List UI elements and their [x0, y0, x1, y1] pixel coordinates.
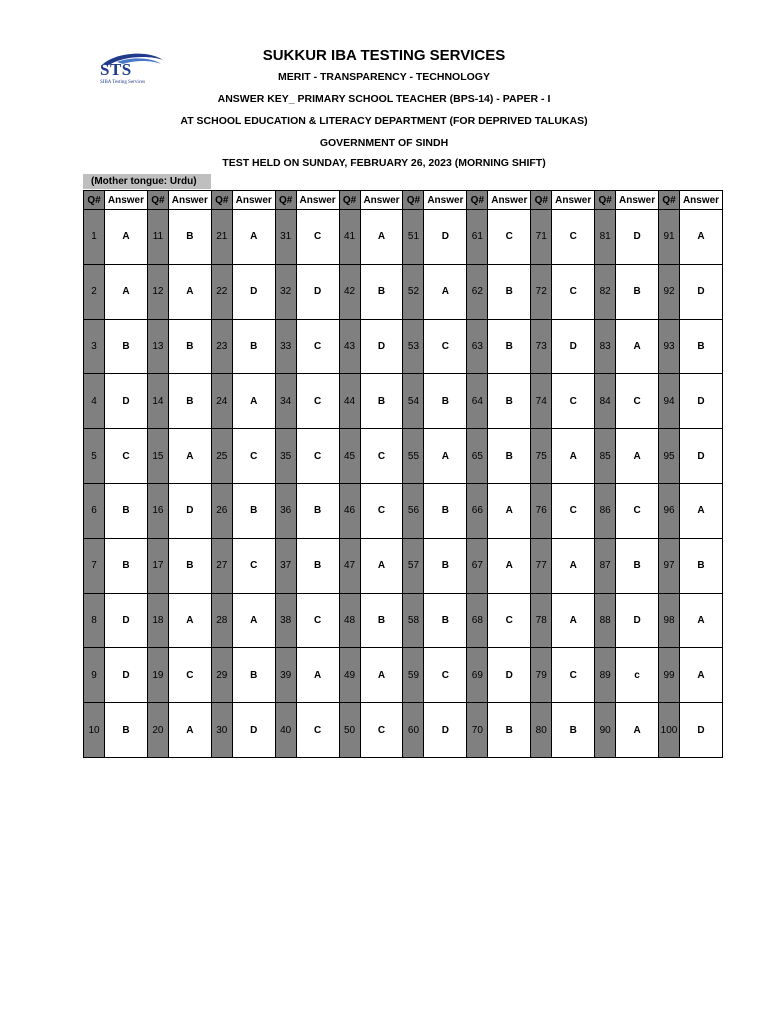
- question-number-cell: 86: [595, 483, 616, 538]
- answer-cell: A: [360, 210, 403, 265]
- question-number-cell: 19: [147, 648, 168, 703]
- question-number-cell: 27: [211, 538, 232, 593]
- table-row: [84, 210, 723, 265]
- question-number-cell: 8: [84, 593, 105, 648]
- answer-cell: A: [168, 703, 211, 758]
- answer-cell: B: [296, 483, 339, 538]
- question-number-cell: 100: [659, 703, 680, 758]
- answer-key-title: ANSWER KEY_ PRIMARY SCHOOL TEACHER (BPS-14) - PAPER - I: [217, 93, 551, 105]
- answer-cell: A: [616, 319, 659, 374]
- answer-cell: A: [360, 538, 403, 593]
- answer-cell: C: [424, 319, 467, 374]
- question-number-cell: 67: [467, 538, 488, 593]
- answer-cell: B: [105, 319, 148, 374]
- table-row: [84, 319, 723, 374]
- answer-cell: C: [552, 264, 595, 319]
- answer-cell: B: [424, 483, 467, 538]
- question-number-cell: 18: [147, 593, 168, 648]
- answer-cell: D: [488, 648, 531, 703]
- answer-cell: D: [616, 210, 659, 265]
- answer-cell: C: [105, 429, 148, 484]
- question-number-cell: 37: [275, 538, 296, 593]
- question-number-cell: 9: [84, 648, 105, 703]
- answer-cell: D: [168, 483, 211, 538]
- question-number-cell: 3: [84, 319, 105, 374]
- answer-cell: C: [360, 703, 403, 758]
- answer-cell: C: [616, 483, 659, 538]
- question-number-cell: 16: [147, 483, 168, 538]
- answer-cell: C: [296, 319, 339, 374]
- question-number-cell: 17: [147, 538, 168, 593]
- logo-subtext: SIBA Testing Services: [100, 80, 146, 85]
- table-row: [84, 429, 723, 484]
- question-number-cell: 4: [84, 374, 105, 429]
- test-date-line: TEST HELD ON SUNDAY, FEBRUARY 26, 2023 (MORNING SHIFT): [222, 157, 546, 169]
- question-number-cell: 60: [403, 703, 424, 758]
- answer-cell: B: [360, 374, 403, 429]
- answer-cell: A: [680, 648, 723, 703]
- question-number-cell: 72: [531, 264, 552, 319]
- question-number-cell: 66: [467, 483, 488, 538]
- answer-header: Answer: [424, 191, 467, 210]
- answer-cell: C: [296, 210, 339, 265]
- question-number-header: Q#: [84, 191, 105, 210]
- question-number-cell: 63: [467, 319, 488, 374]
- table-row: [84, 593, 723, 648]
- answer-cell: C: [296, 703, 339, 758]
- question-number-cell: 94: [659, 374, 680, 429]
- question-number-cell: 69: [467, 648, 488, 703]
- answer-cell: B: [232, 483, 275, 538]
- question-number-cell: 11: [147, 210, 168, 265]
- question-number-cell: 90: [595, 703, 616, 758]
- answer-cell: C: [232, 429, 275, 484]
- answer-cell: C: [552, 374, 595, 429]
- question-number-cell: 28: [211, 593, 232, 648]
- question-number-cell: 34: [275, 374, 296, 429]
- question-number-cell: 82: [595, 264, 616, 319]
- answer-cell: A: [680, 210, 723, 265]
- question-number-cell: 35: [275, 429, 296, 484]
- question-number-cell: 62: [467, 264, 488, 319]
- answer-cell: A: [168, 264, 211, 319]
- question-number-cell: 15: [147, 429, 168, 484]
- answer-cell: A: [232, 210, 275, 265]
- answer-cell: D: [680, 374, 723, 429]
- question-number-cell: 81: [595, 210, 616, 265]
- question-number-cell: 61: [467, 210, 488, 265]
- question-number-cell: 12: [147, 264, 168, 319]
- question-number-cell: 58: [403, 593, 424, 648]
- answer-cell: A: [168, 429, 211, 484]
- question-number-header: Q#: [467, 191, 488, 210]
- question-number-cell: 33: [275, 319, 296, 374]
- answer-header: Answer: [616, 191, 659, 210]
- answer-cell: B: [424, 374, 467, 429]
- question-number-cell: 54: [403, 374, 424, 429]
- question-number-cell: 6: [84, 483, 105, 538]
- question-number-cell: 20: [147, 703, 168, 758]
- question-number-cell: 14: [147, 374, 168, 429]
- answer-cell: B: [424, 538, 467, 593]
- question-number-cell: 75: [531, 429, 552, 484]
- answer-cell: A: [232, 593, 275, 648]
- question-number-header: Q#: [531, 191, 552, 210]
- answer-cell: A: [616, 429, 659, 484]
- answer-cell: c: [616, 648, 659, 703]
- answer-cell: D: [360, 319, 403, 374]
- question-number-cell: 85: [595, 429, 616, 484]
- answer-cell: A: [168, 593, 211, 648]
- answer-cell: B: [105, 703, 148, 758]
- question-number-cell: 77: [531, 538, 552, 593]
- question-number-cell: 56: [403, 483, 424, 538]
- answer-cell: D: [616, 593, 659, 648]
- table-row: [84, 483, 723, 538]
- question-number-cell: 51: [403, 210, 424, 265]
- question-number-header: Q#: [659, 191, 680, 210]
- motto: MERIT - TRANSPARENCY - TECHNOLOGY: [278, 71, 490, 83]
- question-number-cell: 38: [275, 593, 296, 648]
- answer-cell: B: [168, 319, 211, 374]
- question-number-cell: 42: [339, 264, 360, 319]
- question-number-cell: 29: [211, 648, 232, 703]
- answer-header: Answer: [488, 191, 531, 210]
- question-number-header: Q#: [211, 191, 232, 210]
- question-number-cell: 24: [211, 374, 232, 429]
- answer-cell: B: [360, 264, 403, 319]
- question-number-cell: 71: [531, 210, 552, 265]
- answer-cell: C: [360, 429, 403, 484]
- answer-cell: B: [168, 374, 211, 429]
- answer-cell: D: [105, 374, 148, 429]
- answer-header: Answer: [232, 191, 275, 210]
- question-number-cell: 99: [659, 648, 680, 703]
- answer-cell: C: [424, 648, 467, 703]
- question-number-cell: 22: [211, 264, 232, 319]
- question-number-cell: 48: [339, 593, 360, 648]
- question-number-cell: 74: [531, 374, 552, 429]
- answer-cell: B: [680, 319, 723, 374]
- page-title: SUKKUR IBA TESTING SERVICES: [262, 47, 506, 64]
- question-number-cell: 5: [84, 429, 105, 484]
- question-number-cell: 32: [275, 264, 296, 319]
- question-number-cell: 7: [84, 538, 105, 593]
- answer-cell: A: [105, 264, 148, 319]
- question-number-cell: 43: [339, 319, 360, 374]
- question-number-cell: 79: [531, 648, 552, 703]
- answer-cell: D: [552, 319, 595, 374]
- question-number-cell: 88: [595, 593, 616, 648]
- question-number-cell: 1: [84, 210, 105, 265]
- answer-cell: B: [105, 538, 148, 593]
- answer-cell: B: [552, 703, 595, 758]
- answer-cell: A: [424, 264, 467, 319]
- question-number-cell: 83: [595, 319, 616, 374]
- answer-cell: C: [232, 538, 275, 593]
- answer-cell: B: [488, 703, 531, 758]
- answer-cell: A: [488, 538, 531, 593]
- answer-cell: B: [488, 374, 531, 429]
- table-row: [84, 538, 723, 593]
- question-number-cell: 10: [84, 703, 105, 758]
- question-number-cell: 96: [659, 483, 680, 538]
- question-number-header: Q#: [147, 191, 168, 210]
- table-row: [84, 264, 723, 319]
- answer-cell: D: [424, 703, 467, 758]
- answer-cell: A: [552, 593, 595, 648]
- question-number-cell: 80: [531, 703, 552, 758]
- question-number-cell: 21: [211, 210, 232, 265]
- question-number-header: Q#: [595, 191, 616, 210]
- answer-cell: B: [680, 538, 723, 593]
- answer-cell: C: [168, 648, 211, 703]
- answer-key-table: [83, 190, 723, 758]
- answer-cell: C: [488, 593, 531, 648]
- answer-cell: C: [296, 429, 339, 484]
- question-number-cell: 53: [403, 319, 424, 374]
- question-number-cell: 47: [339, 538, 360, 593]
- answer-header: Answer: [168, 191, 211, 210]
- answer-cell: A: [488, 483, 531, 538]
- question-number-cell: 45: [339, 429, 360, 484]
- question-number-header: Q#: [339, 191, 360, 210]
- question-number-cell: 13: [147, 319, 168, 374]
- answer-cell: B: [488, 319, 531, 374]
- answer-cell: B: [168, 210, 211, 265]
- answer-cell: C: [552, 483, 595, 538]
- answer-cell: B: [105, 483, 148, 538]
- question-number-cell: 26: [211, 483, 232, 538]
- question-number-cell: 59: [403, 648, 424, 703]
- answer-cell: B: [232, 319, 275, 374]
- question-number-cell: 40: [275, 703, 296, 758]
- question-number-cell: 65: [467, 429, 488, 484]
- answer-cell: A: [105, 210, 148, 265]
- answer-cell: B: [488, 264, 531, 319]
- answer-cell: A: [296, 648, 339, 703]
- question-number-cell: 91: [659, 210, 680, 265]
- answer-header: Answer: [552, 191, 595, 210]
- answer-cell: A: [616, 703, 659, 758]
- answer-cell: D: [105, 593, 148, 648]
- answer-cell: D: [424, 210, 467, 265]
- question-number-cell: 73: [531, 319, 552, 374]
- table-row: [84, 703, 723, 758]
- answer-cell: A: [232, 374, 275, 429]
- question-number-cell: 31: [275, 210, 296, 265]
- question-number-cell: 64: [467, 374, 488, 429]
- question-number-header: Q#: [275, 191, 296, 210]
- question-number-cell: 97: [659, 538, 680, 593]
- government-line: GOVERNMENT OF SINDH: [319, 137, 449, 149]
- question-number-cell: 23: [211, 319, 232, 374]
- question-number-cell: 50: [339, 703, 360, 758]
- question-number-cell: 68: [467, 593, 488, 648]
- question-number-cell: 39: [275, 648, 296, 703]
- answer-header: Answer: [105, 191, 148, 210]
- answer-cell: D: [232, 703, 275, 758]
- question-number-cell: 70: [467, 703, 488, 758]
- answer-cell: B: [232, 648, 275, 703]
- answer-cell: C: [360, 483, 403, 538]
- answer-cell: B: [424, 593, 467, 648]
- answer-cell: B: [360, 593, 403, 648]
- answer-cell: D: [680, 264, 723, 319]
- answer-cell: C: [552, 210, 595, 265]
- answer-cell: B: [616, 264, 659, 319]
- table-header-row: [84, 191, 723, 210]
- answer-cell: A: [680, 593, 723, 648]
- question-number-cell: 44: [339, 374, 360, 429]
- answer-cell: D: [105, 648, 148, 703]
- answer-cell: A: [552, 538, 595, 593]
- question-number-cell: 30: [211, 703, 232, 758]
- answer-cell: A: [424, 429, 467, 484]
- answer-cell: D: [680, 429, 723, 484]
- answer-cell: D: [680, 703, 723, 758]
- answer-cell: C: [296, 374, 339, 429]
- table-body: [84, 210, 723, 758]
- department-line: AT SCHOOL EDUCATION & LITERACY DEPARTMENT (FOR DEPRIVED TALUKAS): [180, 115, 588, 127]
- answer-cell: D: [296, 264, 339, 319]
- question-number-cell: 2: [84, 264, 105, 319]
- answer-header: Answer: [680, 191, 723, 210]
- answer-cell: B: [488, 429, 531, 484]
- answer-cell: C: [488, 210, 531, 265]
- question-number-header: Q#: [403, 191, 424, 210]
- answer-cell: A: [552, 429, 595, 484]
- answer-cell: C: [552, 648, 595, 703]
- question-number-cell: 92: [659, 264, 680, 319]
- question-number-cell: 76: [531, 483, 552, 538]
- question-number-cell: 36: [275, 483, 296, 538]
- question-number-cell: 78: [531, 593, 552, 648]
- answer-cell: A: [360, 648, 403, 703]
- answer-cell: B: [168, 538, 211, 593]
- question-number-cell: 89: [595, 648, 616, 703]
- question-number-cell: 41: [339, 210, 360, 265]
- answer-cell: C: [296, 593, 339, 648]
- question-number-cell: 95: [659, 429, 680, 484]
- logo-text: STS: [100, 60, 132, 79]
- question-number-cell: 57: [403, 538, 424, 593]
- question-number-cell: 93: [659, 319, 680, 374]
- answer-header: Answer: [360, 191, 403, 210]
- question-number-cell: 25: [211, 429, 232, 484]
- mother-tongue-label: (Mother tongue: Urdu): [83, 174, 211, 189]
- question-number-cell: 49: [339, 648, 360, 703]
- answer-cell: D: [232, 264, 275, 319]
- answer-cell: C: [616, 374, 659, 429]
- answer-cell: A: [680, 483, 723, 538]
- answer-cell: B: [296, 538, 339, 593]
- answer-header: Answer: [296, 191, 339, 210]
- table-row: [84, 374, 723, 429]
- question-number-cell: 46: [339, 483, 360, 538]
- question-number-cell: 98: [659, 593, 680, 648]
- question-number-cell: 84: [595, 374, 616, 429]
- answer-cell: B: [616, 538, 659, 593]
- question-number-cell: 55: [403, 429, 424, 484]
- question-number-cell: 87: [595, 538, 616, 593]
- question-number-cell: 52: [403, 264, 424, 319]
- table-row: [84, 648, 723, 703]
